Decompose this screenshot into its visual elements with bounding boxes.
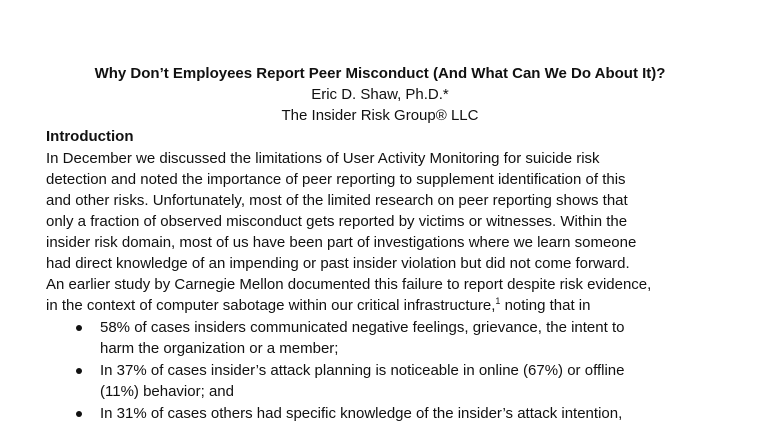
paragraph-line: and other risks. Unfortunately, most of the limited research on peer reporting shows that — [46, 192, 628, 209]
paragraph-line: insider risk domain, most of us have been part of investigations where we learn someone — [46, 234, 637, 251]
footnote-marker[interactable]: 1 — [495, 296, 501, 306]
paragraph-line: had direct knowledge of an impending or past insider violation but did not come forward. — [46, 255, 630, 272]
bullet-line: 58% of cases insiders communicated negative feelings, grievance, the intent to — [100, 319, 625, 336]
document-title: Why Don’t Employees Report Peer Misconduct (And What Can We Do About It)? — [94, 65, 666, 82]
paragraph-line: An earlier study by Carnegie Mellon documented this failure to report despite risk evidence, — [46, 276, 652, 293]
bullet-icon — [76, 411, 82, 417]
paragraph-line-with-footnote — [46, 295, 736, 316]
paragraph-text: in the context of computer sabotage within our critical infrastructure, — [46, 297, 496, 314]
bullet-line: In 37% of cases insider’s attack planning is noticeable in online (67%) or offline — [100, 362, 625, 379]
paragraph-text: noting that in — [500, 297, 591, 314]
bullet-line: harm the organization or a member; — [100, 340, 339, 357]
list-item — [0, 360, 760, 402]
paragraph-line: detection and noted the importance of peer reporting to supplement identification of this — [46, 171, 626, 188]
bullet-line: (11%) behavior; and — [100, 383, 234, 400]
bullet-icon — [76, 325, 82, 331]
section-heading: Introduction — [46, 128, 134, 145]
paragraph-line: In December we discussed the limitations of User Activity Monitoring for suicide risk — [46, 150, 600, 167]
bullet-line: In 31% of cases others had specific knowledge of the insider’s attack intention, — [100, 405, 623, 422]
findings-bullet-list — [0, 317, 760, 425]
introduction-paragraph — [46, 148, 736, 316]
paragraph-line: only a fraction of observed misconduct gets reported by victims or witnesses. Within the — [46, 213, 628, 230]
list-item — [0, 317, 760, 359]
list-item — [0, 403, 760, 424]
author-name: Eric D. Shaw, Ph.D.* — [311, 86, 449, 103]
bullet-icon — [76, 368, 82, 374]
author-organization: The Insider Risk Group® LLC — [281, 107, 479, 124]
